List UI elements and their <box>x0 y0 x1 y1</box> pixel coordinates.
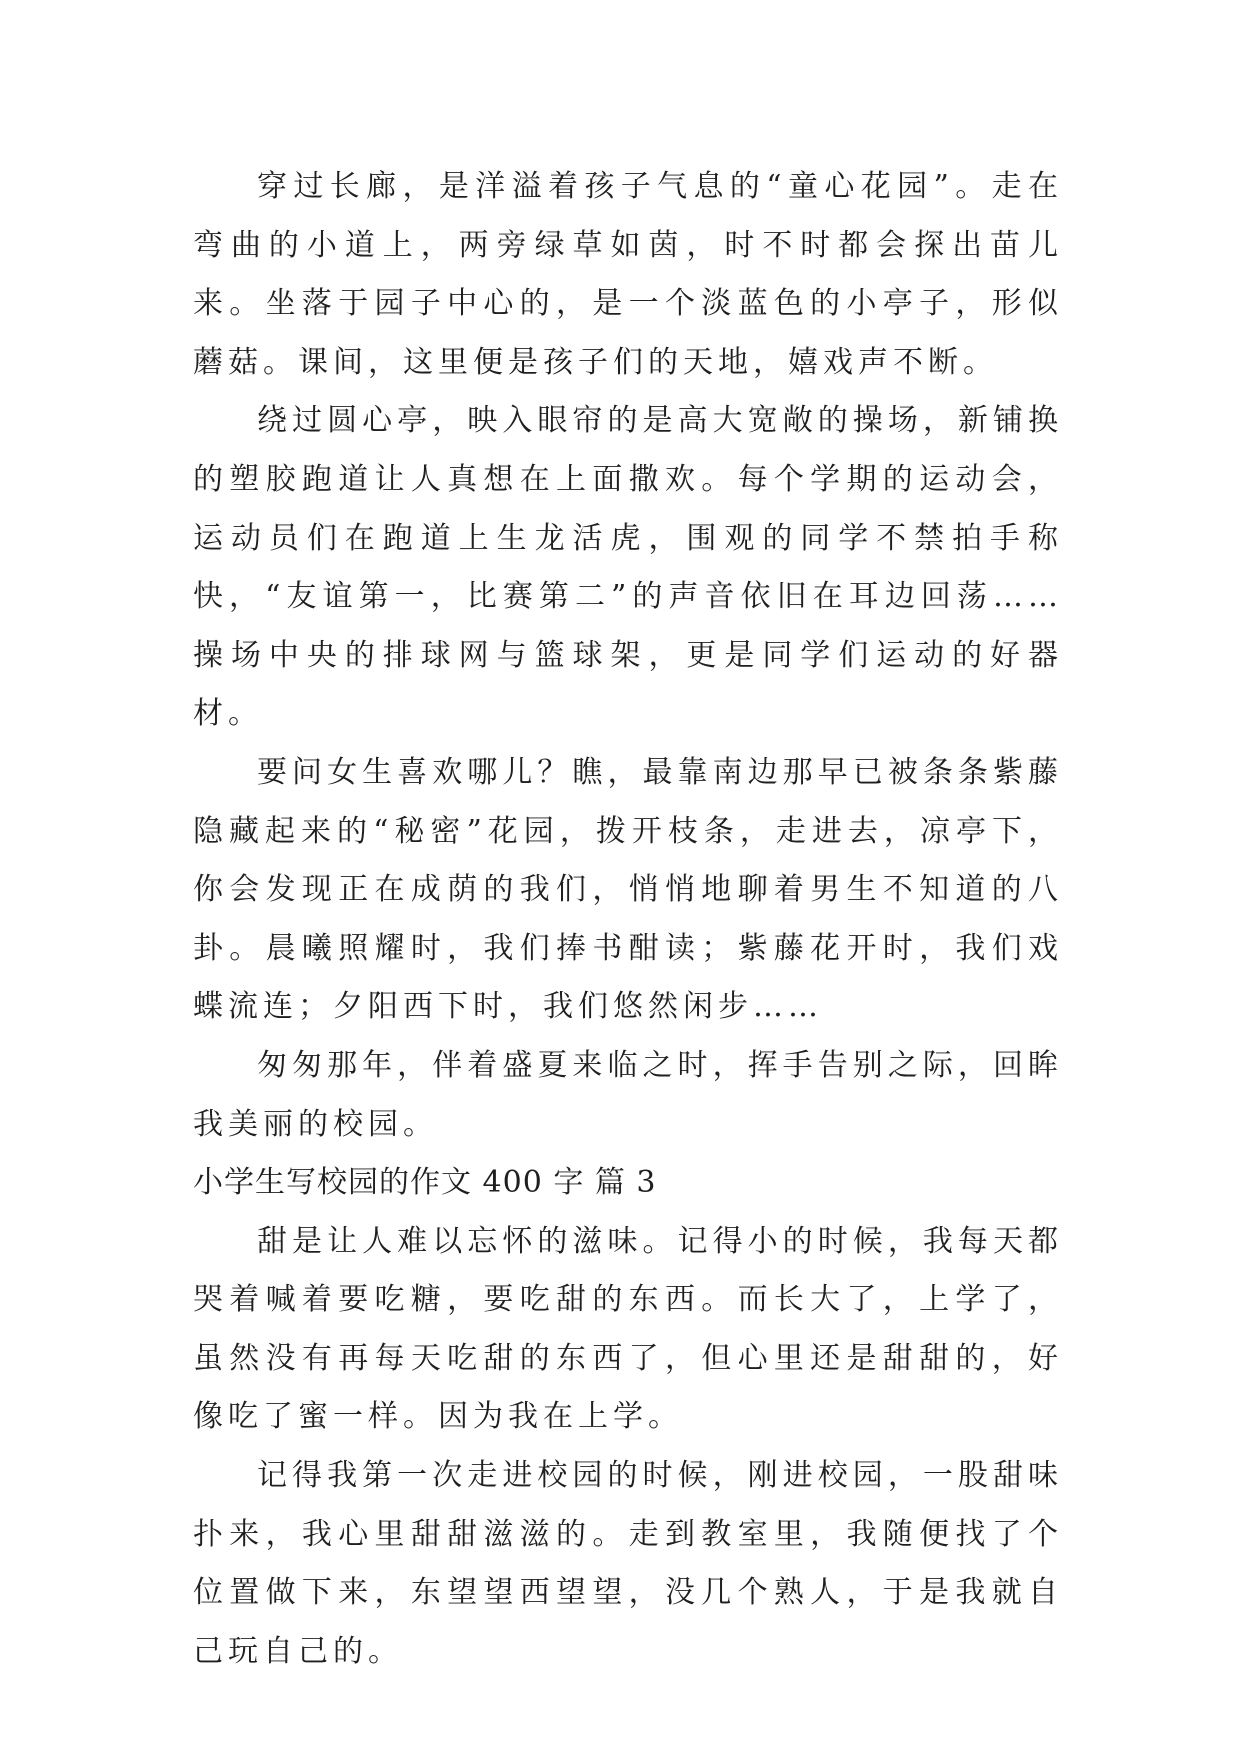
essay-heading: 小学生写校园的作文 400 字 篇 3 <box>193 1165 657 1201</box>
document-body <box>193 158 1063 1681</box>
paragraph-first-day: 记得我第一次走进校园的时候，刚进校园，一股甜味扑来，我心里甜甜滋滋的。走到教室里，我随便找了个位置做下来，东望望西望望，没几个熟人，于是我就自己玩自己的。 <box>193 1458 1063 1669</box>
paragraph-sweet-taste: 甜是让人难以忘怀的滋味。记得小的时候，我每天都哭着喊着要吃糖，要吃甜的东西。而长大了，上学了，虽然没有再每天吃甜的东西了，但心里还是甜甜的，好像吃了蜜一样。因为我在上学。 <box>193 1223 1063 1435</box>
paragraph-farewell: 匆匆那年，伴着盛夏来临之时，挥手告别之际，回眸我美丽的校园。 <box>193 1047 1063 1142</box>
paragraph-playground: 绕过圆心亭，映入眼帘的是高大宽敞的操场，新铺换的塑胶跑道让人真想在上面撒欢。每个学期的运动会，运动员们在跑道上生龙活虎，围观的同学不禁拍手称快，“友谊第一，比赛第二”的声音依旧在耳边回荡……操场中央的排球网与篮球架，更是同学们运动的好器材。 <box>193 403 1063 732</box>
paragraph-heart-garden: 穿过长廊，是洋溢着孩子气息的“童心花园”。走在弯曲的小道上，两旁绿草如茵，时不时都会探出苗儿来。坐落于园子中心的，是一个淡蓝色的小亭子，形似蘑菇。课间，这里便是孩子们的天地，嬉戏声不断。 <box>193 169 1063 380</box>
paragraph-secret-garden: 要问女生喜欢哪儿？瞧，最靠南边那早已被条条紫藤隐藏起来的“秘密”花园，拨开枝条，走进去，凉亭下，你会发现正在成荫的我们，悄悄地聊着男生不知道的八卦。晨曦照耀时，我们捧书酣读；紫藤花开时，我们戏蝶流连；夕阳西下时，我们悠然闲步…… <box>193 754 1063 1025</box>
